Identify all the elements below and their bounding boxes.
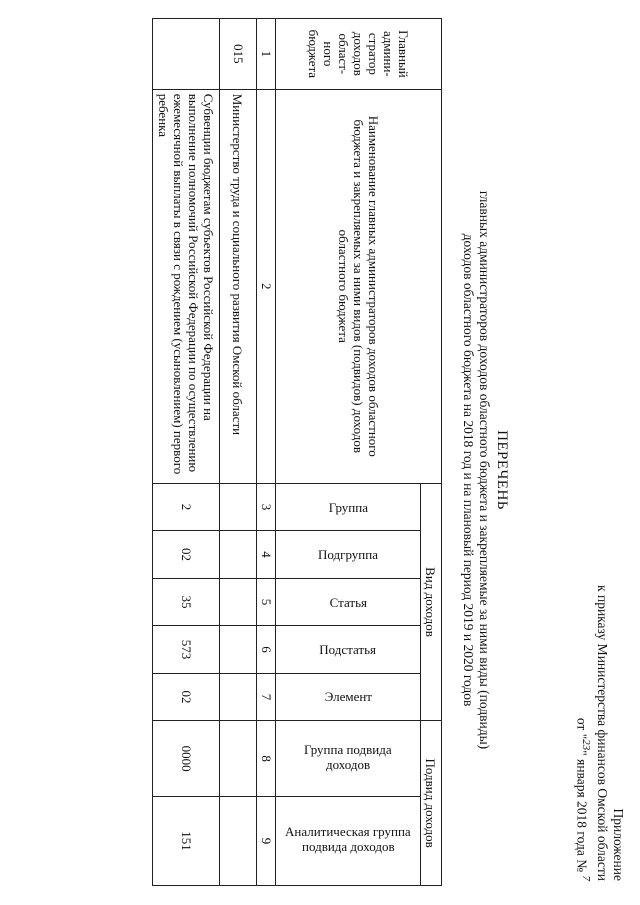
column-number: 6 <box>257 626 276 673</box>
header-analytic-cell <box>276 797 421 886</box>
column-number: 8 <box>257 721 276 797</box>
header-admin: Главный админи-стратор доходов област-ного бюджета <box>276 19 442 90</box>
revenue-administrators-table <box>152 18 442 886</box>
appendix-date <box>574 551 595 881</box>
header-article-cell <box>276 578 421 625</box>
header-element: Элемент <box>324 689 372 705</box>
title-line-1: главных администраторов доходов областного бюджета и закрепляемые за ними виды (подвиды) <box>477 190 492 750</box>
header-podvid: Группа подвида доходов <box>304 741 392 772</box>
appendix-header <box>574 551 627 881</box>
cell-analytic <box>220 797 257 886</box>
handwritten-number: 7 <box>580 875 592 881</box>
cell-analytic: 151 <box>153 797 220 886</box>
cell-name: Субвенции бюджетам субъектов Российской Федерации на выполнение полномочий Российской Федерации по осуществлению ежемесячной выплаты в связи с рождением (усыновлением) первого ребенка <box>153 89 220 483</box>
column-number: 9 <box>257 797 276 886</box>
header-analytic: Аналитическая группа подвида доходов <box>285 824 411 854</box>
column-number: 5 <box>257 578 276 625</box>
header-subgroup-cell <box>276 531 421 578</box>
cell-admin: 015 <box>220 19 257 90</box>
cell-group: 2 <box>153 483 220 530</box>
title-line-2: доходов областного бюджета на 2018 год и на плановый период 2019 и 2020 годов <box>461 233 476 707</box>
cell-element <box>220 673 257 720</box>
column-number: 1 <box>257 19 276 90</box>
cell-group <box>220 483 257 530</box>
table-row <box>220 19 257 886</box>
header-subarticle: Подстатья <box>319 641 377 657</box>
column-number: 7 <box>257 673 276 720</box>
header-article: Статья <box>329 594 367 610</box>
cell-article: 35 <box>153 578 220 625</box>
cell-podvid: 0000 <box>153 721 220 797</box>
date-mid: " января 2018 года № <box>574 750 590 876</box>
appendix-order-ref: к приказу Министерства финансов Омской области <box>595 585 610 881</box>
table-row <box>153 19 220 886</box>
document-title <box>460 90 510 850</box>
cell-name: Министерство труда и социального развития Омской области <box>220 89 257 483</box>
header-podvid-cell <box>276 721 421 797</box>
header-podvid-group: Подвид доходов <box>421 721 442 886</box>
title-main: ПЕРЕЧЕНЬ <box>494 430 510 510</box>
header-name: Наименование главных администраторов доходов областного бюджета и закрепляемых за ними видов (подвидов) доходов областного бюджета <box>276 89 442 483</box>
cell-element: 02 <box>153 673 220 720</box>
header-subgroup: Подгруппа <box>318 547 378 563</box>
header-subarticle-cell <box>276 626 421 673</box>
appendix-title: Приложение <box>611 808 626 881</box>
column-number: 2 <box>257 89 276 483</box>
cell-article <box>220 578 257 625</box>
cell-subarticle: 573 <box>153 626 220 673</box>
header-vid-group: Вид доходов <box>421 483 442 720</box>
cell-subgroup: 02 <box>153 531 220 578</box>
handwritten-day: 23 <box>580 739 592 751</box>
header-row-1 <box>421 19 442 886</box>
header-group: Группа <box>328 499 368 515</box>
cell-subarticle <box>220 626 257 673</box>
header-group-cell <box>276 483 421 530</box>
column-number: 3 <box>257 483 276 530</box>
cell-admin <box>153 19 220 90</box>
date-prefix: от " <box>574 717 590 740</box>
header-element-cell <box>276 673 421 720</box>
cell-podvid <box>220 721 257 797</box>
column-number-row <box>257 19 276 886</box>
cell-subgroup <box>220 531 257 578</box>
column-number: 4 <box>257 531 276 578</box>
